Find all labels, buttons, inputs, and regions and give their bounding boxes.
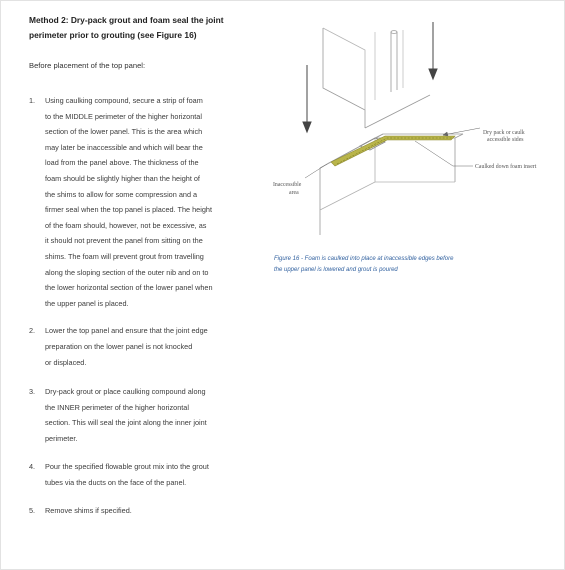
step-text-line: section of the lower panel. This is the area which [45,127,203,137]
step-text-line: the shims to allow for some compression and a [45,189,198,199]
list-item [29,93,269,311]
label-caulked-foam: Caulked down foam insert [475,164,537,170]
step-text [45,384,269,446]
step-text-line: load from the panel above. The thickness of the [45,158,199,168]
step-text-line: preparation on the lower panel is not knocked [45,341,193,351]
step-text-line: of the foam should, however, not be excessive, as [45,220,207,230]
step-text-line: it should not prevent the panel from sitting on the [45,236,203,246]
step-text-line: may later be inaccessible and which will bear the [45,142,203,152]
foam-strip [331,136,455,166]
step-text-line: tubes via the ducts on the face of the panel. [45,478,187,488]
step-text-line: to the MIDDLE perimeter of the higher horizontal [45,111,202,121]
label-dry-pack-line2: accessible sides [487,137,524,143]
heading-line-1: Method 2: Dry-pack grout and foam seal the joint [29,15,224,25]
label-inaccessible-line2: area [289,190,299,196]
step-text-line: Dry-pack grout or place caulking compound along [45,387,206,397]
list-item [29,384,269,446]
step-text [45,503,269,519]
section-heading [29,13,279,43]
step-number: 1. [29,96,36,105]
step-text [45,323,269,370]
intro-text: Before placement of the top panel: [29,61,146,70]
heading-line-2: perimeter prior to grouting (see Figure 16) [29,30,197,40]
step-text-line: along the sloping section of the outer nib and on to [45,267,209,277]
step-text-line: or displaced. [45,357,87,367]
step-text-line: firmer seal when the top panel is placed. The height [45,205,212,215]
caption-line-1: Figure 16 - Foam is caulked into place at inaccessible edges before [274,256,454,262]
list-item [29,503,269,519]
step-text-line: the upper panel is placed. [45,298,129,308]
label-dry-pack-line1: Dry pack or caulk [483,130,525,136]
step-text-line: Remove shims if specified. [45,505,132,515]
step-number: 2. [29,326,36,336]
figure-16 [265,10,555,250]
step-number: 4. [29,462,36,472]
list-item [29,323,269,370]
step-text-line: foam should be slightly higher than the height of [45,173,200,183]
panel-joint-diagram [265,10,555,250]
step-text-line: perimeter. [45,433,78,443]
step-number: 3. [29,387,36,397]
figure-caption [274,254,524,275]
step-text-line: the INNER perimeter of the higher horizontal [45,402,189,412]
steps-list [29,93,269,518]
step-text-line: shims. The foam will prevent grout from travelling [45,251,204,261]
step-text-line: the lower horizontal section of the lower panel when [45,283,213,293]
step-number: 5. [29,505,36,515]
step-text [45,93,269,311]
step-text-line: Lower the top panel and ensure that the joint edge [45,326,208,336]
step-text-line: Pour the specified flowable grout mix into the grout [45,462,209,472]
step-text-line: Using caulking compound, secure a strip of foam [45,96,203,105]
label-inaccessible-line1: Inaccessible [273,182,302,188]
step-text-line: section. This will seal the joint along the inner joint [45,418,207,428]
caption-line-2: the upper panel is lowered and grout is poured [274,266,398,273]
list-item [29,459,269,490]
step-text [45,459,269,490]
